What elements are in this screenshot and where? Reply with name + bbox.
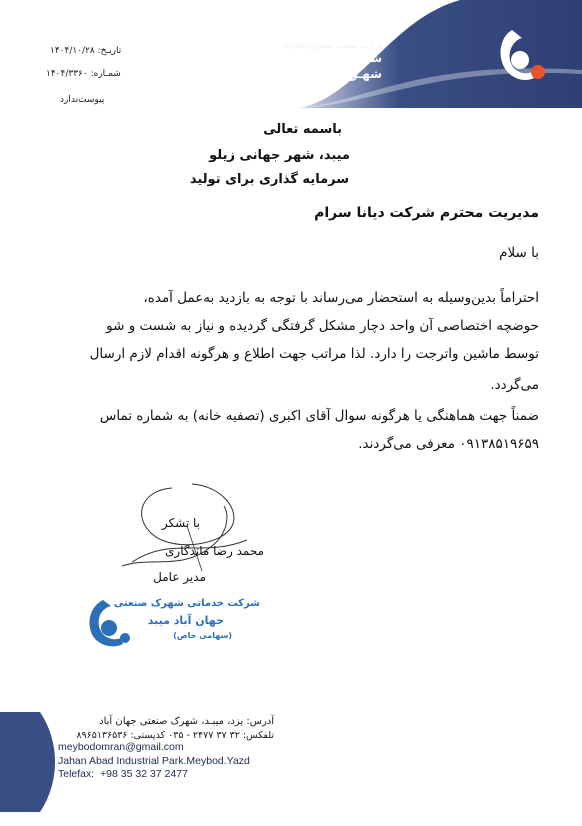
stamp-line1: شرکت خدماتی شهرک صنعتی	[113, 598, 260, 609]
body-line: می‌گردد.	[490, 377, 539, 393]
footer-address-en: Jahan Abad Industrial Park.Meybod.Yazd	[58, 755, 250, 767]
telefax-label: Telefax:	[58, 768, 95, 780]
company-logo-icon	[492, 26, 550, 88]
stamp-line3: (سهامی خاص)	[173, 631, 232, 640]
date-value: ۱۴۰۴/۱۰/۲۸	[50, 46, 95, 56]
city-line: میبد، شهر جهانی زیلو	[209, 148, 350, 163]
footer-address: آدرس: یزد، میبـد، شهرک صنعتی جهان آباد	[99, 716, 274, 727]
letter-date: تاریـخ: ۱۴۰۴/۱۰/۲۸	[50, 46, 122, 56]
ministry-label: وزارت صنعت، معدن و تجارت	[283, 41, 382, 50]
closing-line: با تشکر	[161, 516, 200, 530]
body-line: ضمناً جهت هماهنگی یا هرگونه سوال آقای اکبری (تصفیه خانه) به شماره تماس	[99, 408, 539, 424]
number-value: ۱۴۰۴/۳۳۶۰	[46, 69, 88, 79]
opening-line: باسمه تعالی	[263, 122, 342, 137]
attachment-status: پیوست‌ندارد	[60, 95, 105, 105]
body-line: حوضچه اختصاصی آن واحد دچار مشکل گرفتگی گردیده و نیاز به شست و شو	[106, 318, 539, 334]
number-label: شمـاره	[93, 69, 121, 79]
greeting-line: با سلام	[499, 245, 539, 261]
body-line: توسط ماشین واترجت را دارد. لذا مراتب جهت اطلاع و هرگونه اقدام لازم ارسال	[89, 346, 539, 362]
body-line: احتراماً بدین‌وسیله به استحضار می‌رساند با توجه به بازدید به‌عمل آمده،	[143, 290, 539, 306]
footer-phone: تلفکس: ۳۲ ۳۷ ۲۴۷۷ - ۰۳۵ کدپستی: ۸۹۶۵۱۳۶۵۳۶	[76, 730, 274, 741]
signer-name: محمد رضا ماندگاری	[165, 544, 264, 558]
footer-email[interactable]: meybodomran@gmail.com	[58, 741, 184, 753]
company-name-line1: شرکت شهرک های صنعتی یزد	[219, 52, 382, 65]
recipient-line: مدیریت محترم شرکت دیانا سرام	[314, 205, 539, 221]
company-name-line2: شهـرک صنعـتی جهـان آباد میبـد	[194, 67, 382, 81]
footer-telefax	[58, 768, 188, 780]
letter-number: شمـاره: ۱۴۰۴/۳۳۶۰	[46, 69, 121, 79]
body-line: ۰۹۱۳۸۵۱۹۶۵۹ معرفی می‌گردند.	[358, 436, 539, 452]
signer-title: مدیر عامل	[153, 570, 206, 584]
date-label: تاریـخ	[100, 46, 122, 56]
telefax-value: +98 35 32 37 2477	[100, 768, 188, 780]
stamp-line2: جهان آباد میبد	[147, 614, 224, 627]
slogan-line: سرمایه گذاری برای تولید	[189, 172, 349, 187]
